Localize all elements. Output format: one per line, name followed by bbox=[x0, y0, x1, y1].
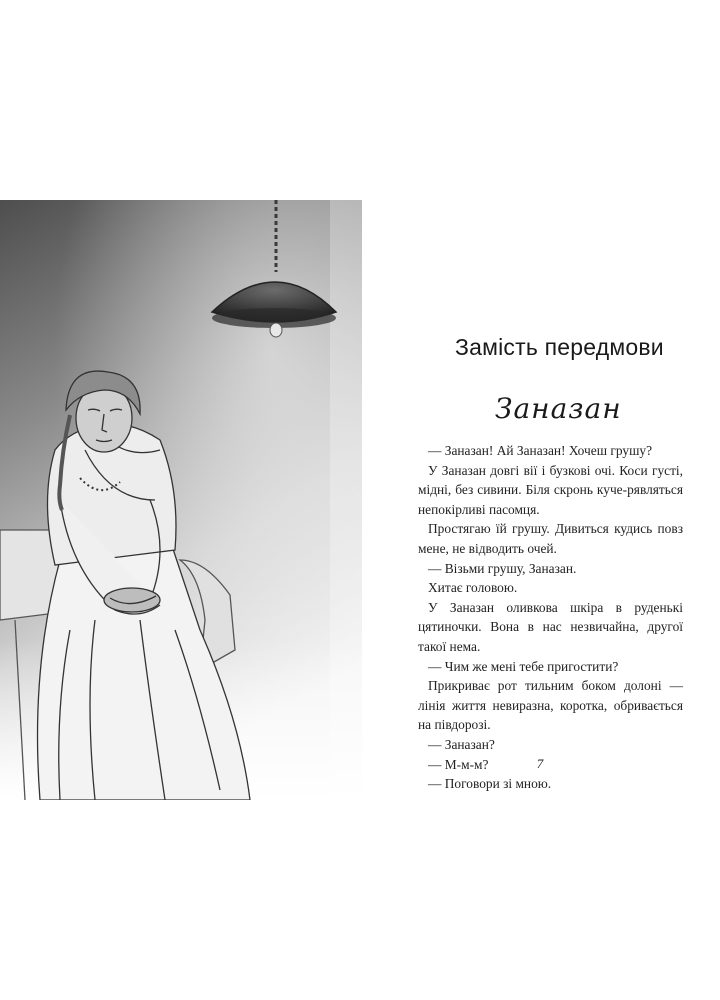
paragraph: У Заназан оливкова шкіра в руденькі цятиночки. Вона в нас незвичайна, другої такої нема. bbox=[418, 599, 683, 654]
chapter-heading: Замість передмови bbox=[455, 334, 664, 360]
story-text bbox=[418, 441, 683, 794]
page-number: 7 bbox=[536, 756, 544, 771]
paragraph: — Чим же мені тебе пригостити? bbox=[428, 658, 619, 674]
woman-under-lamp-illustration bbox=[0, 200, 362, 800]
illustration bbox=[0, 200, 362, 800]
paragraph: Хитає головою. bbox=[428, 580, 518, 596]
story-title: Заназан bbox=[495, 392, 622, 425]
paragraph: — Заназан! Ай Заназан! Хочеш грушу? bbox=[428, 443, 653, 458]
paragraph: Прикриває рот тильним боком долоні — лінія життя невиразна, коротка, обривається на півдорозі. bbox=[418, 678, 683, 733]
paragraph: — Візьми грушу, Заназан. bbox=[428, 560, 577, 576]
paragraph: — Заназан? bbox=[428, 736, 495, 752]
paragraph: Простягаю їй грушу. Дивиться кудись повз мене, не відводить очей. bbox=[418, 521, 683, 556]
paragraph: — Поговори зі мною. bbox=[428, 776, 552, 792]
paragraph: — М-м-м? bbox=[428, 756, 489, 772]
paragraph: У Заназан довгі вії і бузкові очі. Коси густі, мідні, без сивини. Біля скронь куче-рявляться непокірливі пасомця. bbox=[418, 462, 683, 517]
